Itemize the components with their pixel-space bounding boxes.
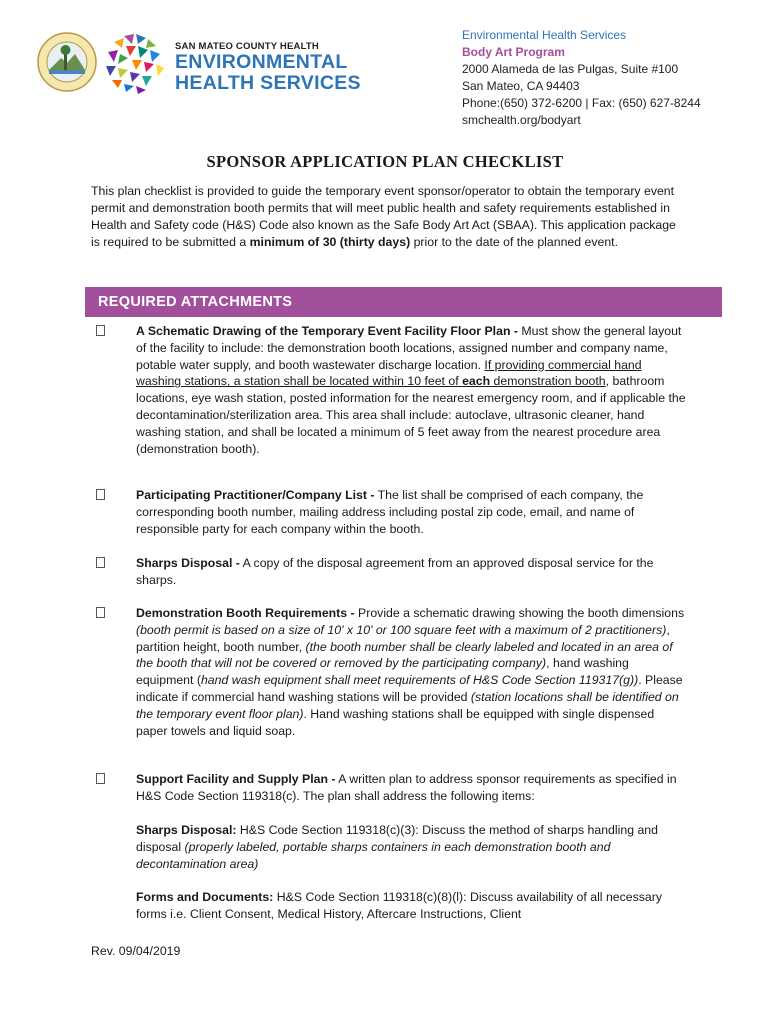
item-text-2: , bathroom locations, eye wash station, posted information for the nearest emergency room, and if applicable the decontamination/sterilization area. This area shall include: autoclave, ultrasonic cleaner, hand washing station, and shall be located a minimum of 5 feet away from the nearest procedure area (demonstration booth). bbox=[136, 374, 686, 456]
section-header-bar bbox=[85, 287, 722, 317]
item-text: A copy of the disposal agreement from an approved disposal service for the sharps. bbox=[136, 556, 654, 587]
subitem-text: H&S Code Section 119318(c)(3): Discuss the method of sharps handling and disposal bbox=[136, 823, 658, 854]
contact-address-1: 2000 Alameda de las Pulgas, Suite #100 bbox=[462, 62, 679, 76]
item-text: The list shall be comprised of each company, the corresponding booth number, mailing address including postal zip code, email, and name of responsible party for each company within the booth. bbox=[136, 488, 644, 536]
item-underline-text-1: If providing commercial hand washing stations, a station shall be located within 10 feet of bbox=[136, 357, 642, 389]
ehs-logo-wordmark bbox=[175, 41, 361, 94]
item-text-5: . Hand washing stations shall be equipped with single dispensed paper towels and liquid soap. bbox=[136, 706, 655, 738]
item-heading: Sharps Disposal - bbox=[136, 556, 240, 570]
subitem-forms-documents bbox=[136, 889, 686, 923]
item-heading: A Schematic Drawing of the Temporary Event Facility Floor Plan - bbox=[136, 324, 518, 338]
item-text-4: . Please indicate if commercial hand washing stations will be provided bbox=[136, 673, 683, 704]
logo-title-line-1: ENVIRONMENTAL bbox=[175, 51, 348, 73]
item-text: Must show the general layout of the facility to include: the demonstration booth locations, assigned number and company name, potable water supply, and booth wastewater discharge location. bbox=[136, 324, 682, 372]
contact-website[interactable]: smchealth.org/bodyart bbox=[462, 113, 581, 127]
intro-tail: prior to the date of the planned event. bbox=[410, 235, 619, 249]
county-seal-icon bbox=[37, 32, 97, 92]
logo-title-line-2: HEALTH SERVICES bbox=[175, 72, 361, 94]
contact-block bbox=[462, 27, 701, 129]
intro-paragraph bbox=[91, 183, 681, 251]
logo-subtitle: SAN MATEO COUNTY HEALTH bbox=[175, 41, 319, 52]
item-text-1: Provide a schematic drawing showing the booth dimensions bbox=[354, 606, 685, 620]
subitem-heading: Forms and Documents: bbox=[136, 890, 274, 904]
intro-text: This plan checklist is provided to guide the temporary event sponsor/operator to obtain the temporary event permit and demonstration booth permits that will meet public health and safety requirements established in Health and Safety code (H&S) Code also known as the Safe Body Art Act (SBAA). This application package is required to be submitted a bbox=[91, 184, 676, 249]
item-underline-bold: each bbox=[462, 374, 491, 389]
section-title: REQUIRED ATTACHMENTS bbox=[98, 294, 293, 310]
checkbox-icon[interactable] bbox=[96, 773, 105, 784]
subitem-italic: (properly labeled, portable sharps containers in each demonstration booth and decontamination area) bbox=[136, 839, 611, 871]
item-heading: Participating Practitioner/Company List - bbox=[136, 488, 375, 502]
subitem-heading: Sharps Disposal: bbox=[136, 823, 237, 837]
item-italic-2: (the booth number shall be clearly labeled and located in an area of the booth that will not be covered or removed by the participating company) bbox=[136, 639, 673, 671]
checklist-item-sharps bbox=[96, 555, 686, 589]
checkbox-icon[interactable] bbox=[96, 557, 105, 568]
item-italic-4: (station locations shall be identified on the temporary event floor plan) bbox=[136, 689, 679, 721]
item-heading: Demonstration Booth Requirements - bbox=[136, 606, 355, 620]
checkbox-icon[interactable] bbox=[96, 607, 105, 618]
item-text-2: , partition height, booth number, bbox=[136, 622, 670, 654]
item-italic-3: hand wash equipment shall meet requirements of H&S Code Section 119317(g)) bbox=[200, 673, 639, 688]
ehs-mosaic-logo-icon bbox=[104, 34, 166, 94]
contact-phone: Phone:(650) 372-6200 | Fax: (650) 627-8244 bbox=[462, 96, 701, 110]
item-heading: Support Facility and Supply Plan - bbox=[136, 772, 336, 786]
checklist-item-schematic bbox=[96, 323, 686, 457]
contact-address-2: San Mateo, CA 94403 bbox=[462, 79, 580, 93]
checklist-item-support bbox=[96, 771, 686, 805]
page-title: SPONSOR APPLICATION PLAN CHECKLIST bbox=[206, 152, 564, 171]
item-italic-1: (booth permit is based on a size of 10' x 10' or 100 square feet with a maximum of 2 practitioners) bbox=[136, 622, 667, 637]
revision-footer: Rev. 09/04/2019 bbox=[91, 944, 181, 958]
item-text-3: , hand washing equipment ( bbox=[136, 656, 629, 688]
checklist-item-practitioner bbox=[96, 487, 686, 537]
checklist-item-booth bbox=[96, 605, 686, 739]
subitem-sharps-disposal bbox=[136, 822, 686, 872]
item-text: A written plan to address sponsor requirements as specified in H&S Code Section 119318(c). The plan shall address the following items: bbox=[136, 772, 677, 803]
intro-bold: minimum of 30 (thirty days) bbox=[249, 235, 411, 249]
contact-org: Environmental Health Services bbox=[462, 28, 627, 42]
item-underline-text-2: demonstration booth bbox=[490, 374, 606, 389]
contact-program: Body Art Program bbox=[462, 45, 565, 59]
checkbox-icon[interactable] bbox=[96, 489, 105, 500]
checkbox-icon[interactable] bbox=[96, 325, 105, 336]
subitem-text: H&S Code Section 119318(c)(8)(l): Discuss availability of all necessary forms i.e. Client Consent, Medical History, Aftercare Instructions, Client bbox=[136, 890, 662, 921]
